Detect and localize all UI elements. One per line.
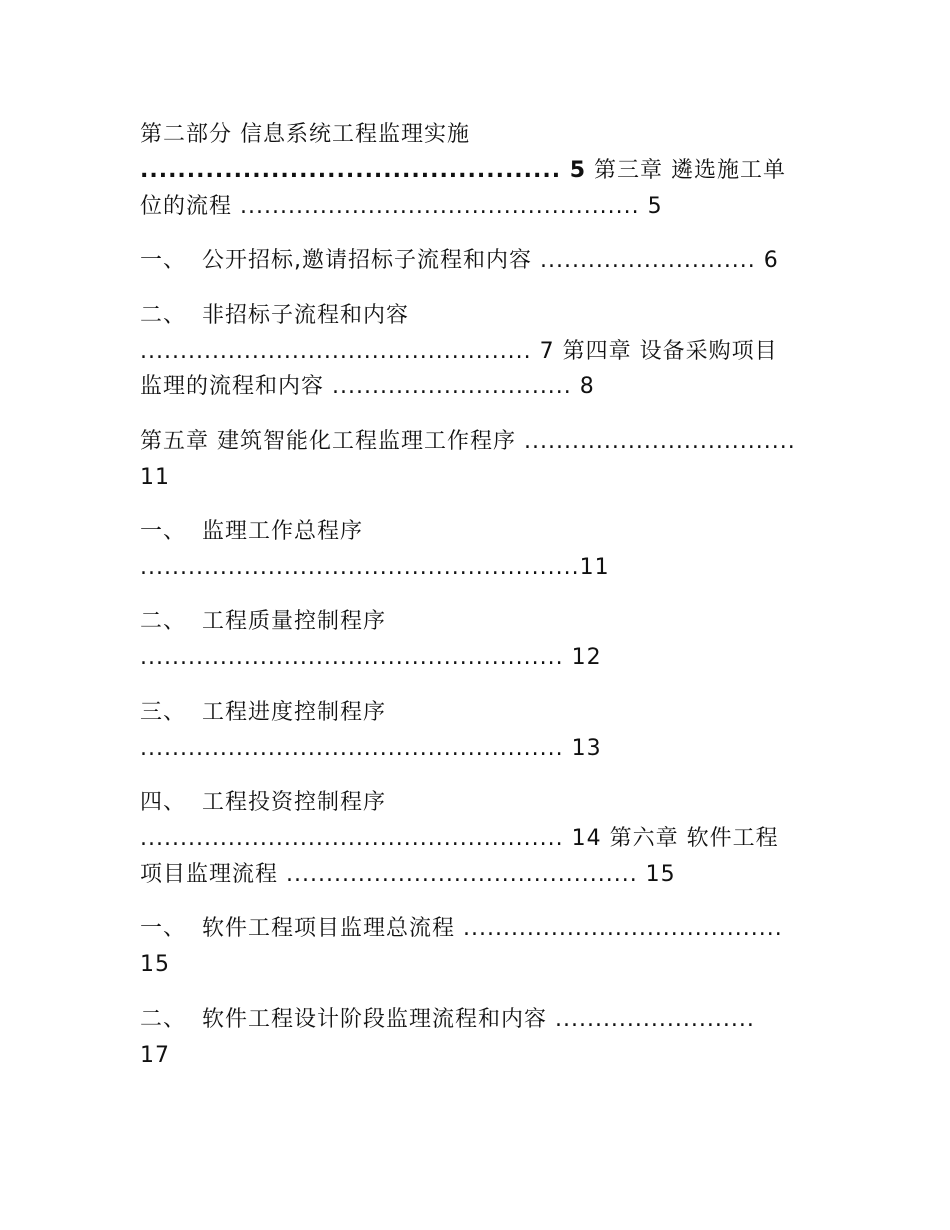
toc-line-software-design-page: 17 [140,1043,170,1068]
toc-line-non-bidding: 二、 非招标子流程和内容 [140,303,409,328]
toc-line-software-overall-page: 15 [140,952,170,977]
toc-line-investment-control-page: ..................................................... 14 第六章 软件工程 [140,826,779,851]
toc-line-software-overall: 一、 软件工程项目监理总流程 ........................................ [140,916,783,941]
toc-line-progress-control: 三、 工程进度控制程序 [140,700,386,725]
toc-line-part-two-page [140,156,786,186]
toc-line-part-two-heading: 第二部分 信息系统工程监理实施 [140,122,470,147]
toc-line-progress-control-page: ..................................................... 13 [140,736,602,761]
toc-line-non-bidding-page: ................................................. 7 第四章 设备采购项目 [140,339,778,364]
toc-dots: ............................................. [140,158,570,183]
toc-line-software-design: 二、 软件工程设计阶段监理流程和内容 ......................... [140,1007,755,1032]
toc-line-chapter-six-cont: 项目监理流程 ............................................ 15 [140,862,676,887]
toc-line-chapter-five: 第五章 建筑智能化工程监理工作程序 .................................. [140,429,796,454]
toc-line-supervision-procedure: 一、 监理工作总程序 [140,519,363,544]
toc-line-quality-control: 二、 工程质量控制程序 [140,609,386,634]
toc-line-supervision-procedure-page: .......................................................11 [140,555,610,580]
toc-line-open-bidding: 一、 公开招标,邀请招标子流程和内容 ........................... 6 [140,248,779,273]
toc-line-chapter-three-cont: 位的流程 .................................................. 5 [140,194,663,219]
toc-line-investment-control: 四、 工程投资控制程序 [140,790,386,815]
toc-page-number: 5 [569,158,587,183]
toc-line-chapter-four-cont: 监理的流程和内容 .............................. 8 [140,374,595,399]
toc-line-chapter-five-page: 11 [140,465,170,490]
toc-chapter-three-title: 第三章 遴选施工单 [586,158,787,183]
toc-line-quality-control-page: ..................................................... 12 [140,645,602,670]
